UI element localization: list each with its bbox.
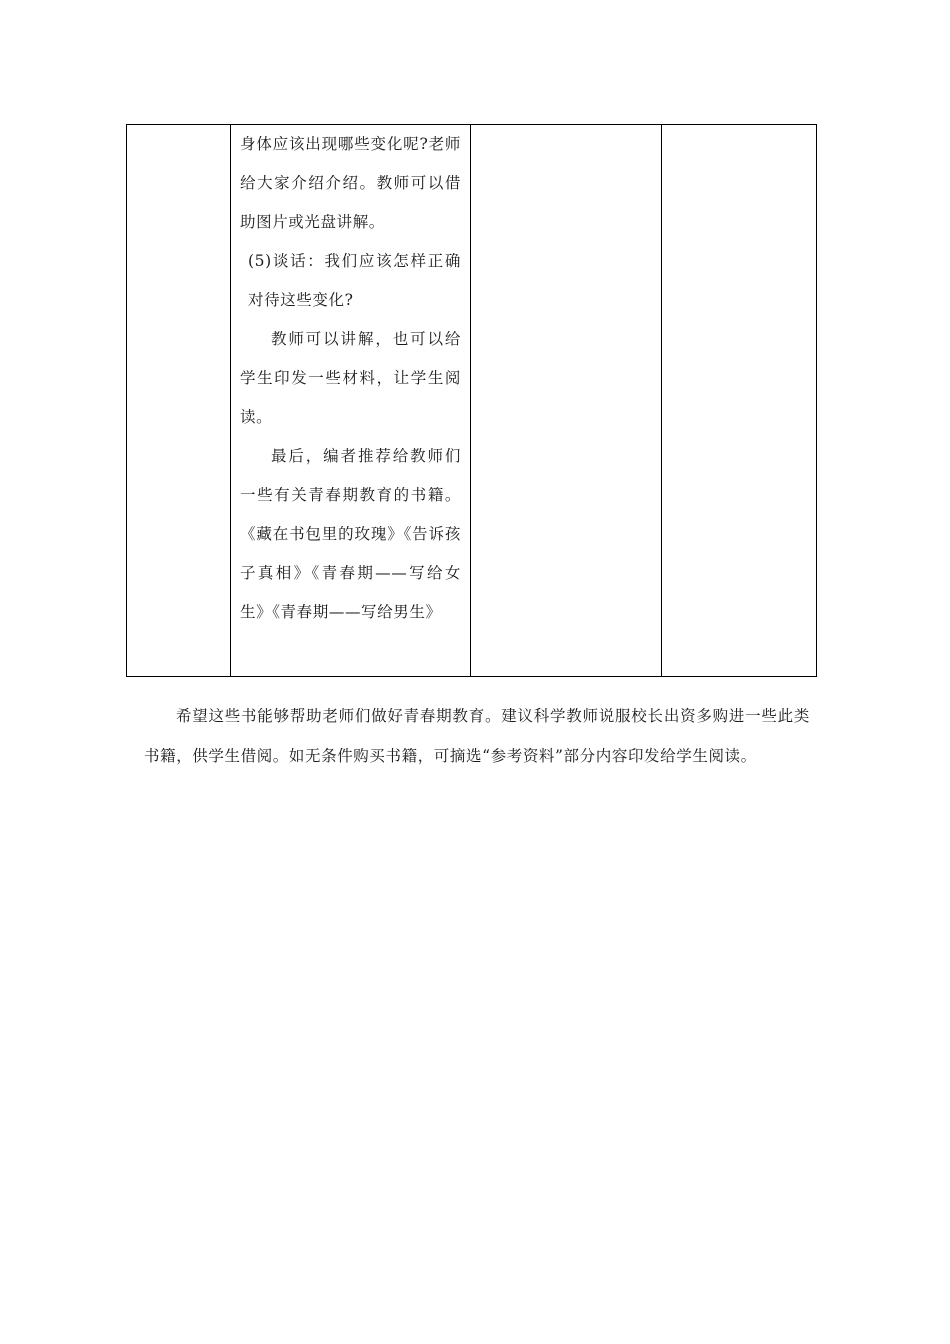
table-cell-notes	[662, 125, 817, 677]
table-cell-stage	[127, 125, 231, 677]
body-paragraph: 希望这些书能够帮助老师们做好青春期教育。建议科学教师说服校长出资多购进一些此类书籍，供学生借阅。如无条件购买书籍，可摘选“参考资料”部分内容印发给学生阅读。	[144, 707, 810, 765]
table-cell-student	[471, 125, 662, 677]
table-row	[127, 125, 817, 677]
paragraph: 最后，编者推荐给教师们一些有关青春期教育的书籍。《藏在书包里的玫瑰》《告诉孩子真相》《青春期——写给女生》《青春期——写给男生》	[240, 447, 461, 621]
lesson-plan-table	[126, 124, 817, 677]
paragraph: 身体应该出现哪些变化呢?老师给大家介绍介绍。教师可以借助图片或光盘讲解。	[240, 135, 461, 231]
table-cell-activity	[231, 125, 471, 677]
activity-text	[231, 125, 470, 632]
paragraph: (5)谈话：我们应该怎样正确对待这些变化?	[248, 252, 461, 309]
paragraph: 教师可以讲解，也可以给学生印发一些材料，让学生阅读。	[240, 330, 461, 426]
